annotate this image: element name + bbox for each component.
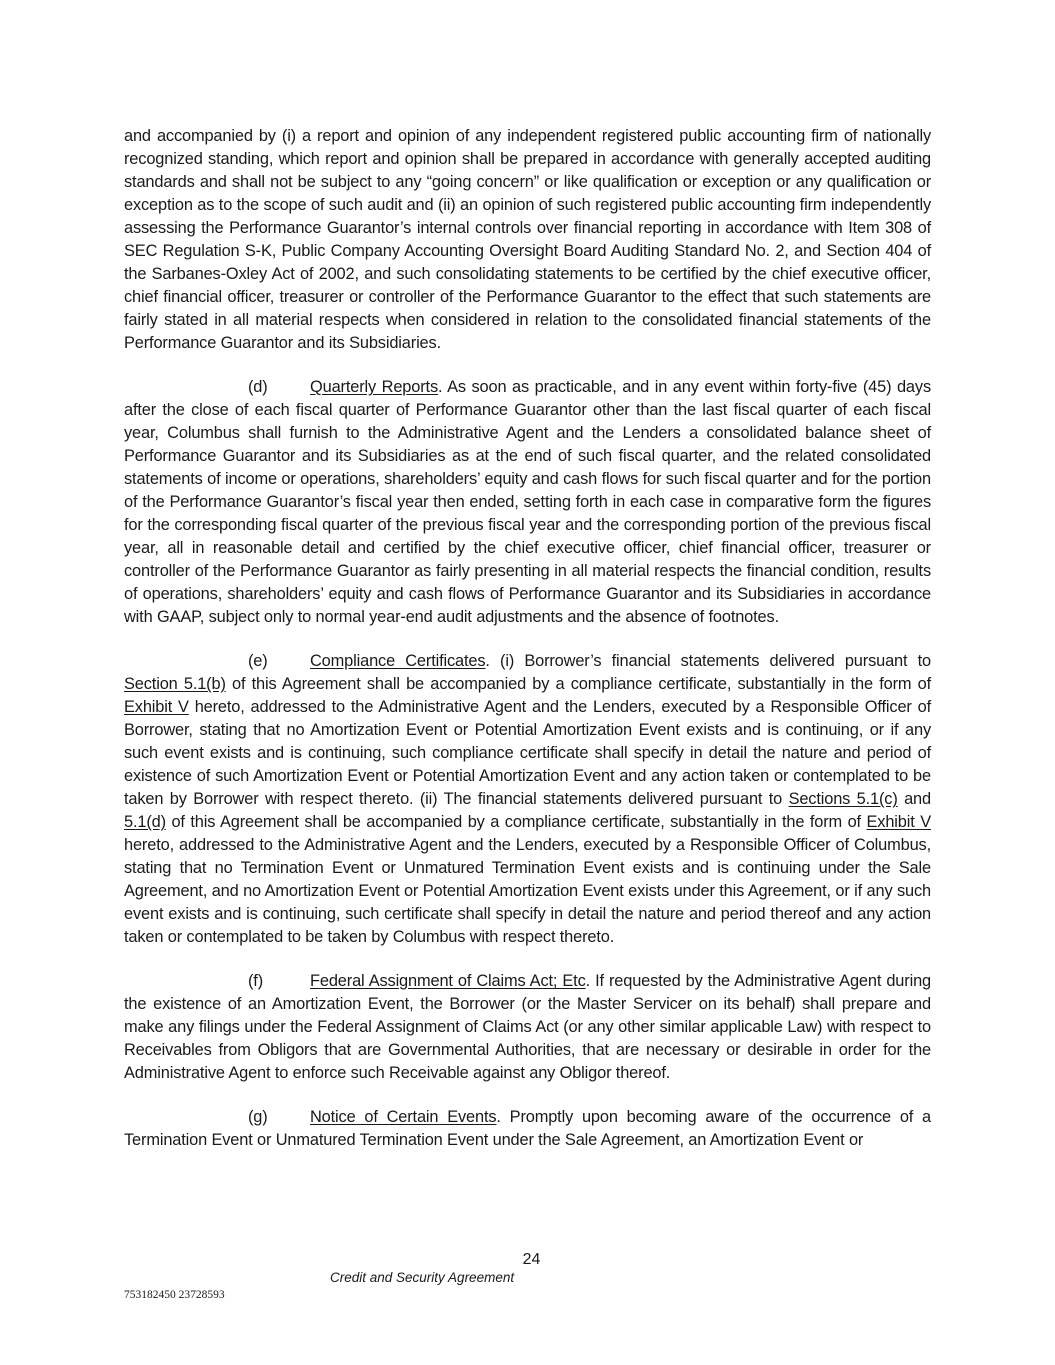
cross-reference: Exhibit V (124, 698, 189, 716)
section-text: . If requested by the Administrative Agent during the existence of an Amortization Event, the Borrower (or the Master Servicer on its behalf) shall prepare and make any filings under the Federal Assignment of Claims Act (or any other similar applicable Law) with respect to Receivables from Obligors that are Governmental Authorities, that are necessary or desirable in order for the Administrative Agent to enforce such Receivable against any Obligor thereof. (124, 972, 931, 1082)
section-text: of this Agreement shall be accompanied by a compliance certificate, substantially in the form of (225, 675, 931, 693)
section-text: of this Agreement shall be accompanied by a compliance certificate, substantially in the form of (165, 813, 867, 831)
paragraph-e-compliance-certificates (124, 650, 931, 949)
cross-reference: 5.1(d) (124, 813, 166, 831)
section-text: . Promptly upon becoming aware of the occurrence of a Termination Event or Unmatured Termination Event under the Sale Agreement, an Amortization Event or (124, 1108, 932, 1149)
paragraph-continuation: and accompanied by (i) a report and opinion of any independent registered public accounting firm of nationally recognized standing, which report and opinion shall be prepared in accordance with generally accepted auditing standards and shall not be subject to any “going concern” or like qualification or exception or any qualification or exception as to the scope of such audit and (ii) an opinion of such registered public accounting firm independently assessing the Performance Guarantor’s internal controls over financial reporting in accordance with Item 308 of SEC Regulation S-K, Public Company Accounting Oversight Board Auditing Standard No. 2, and Section 404 of the Sarbanes-Oxley Act of 2002, and such consolidating statements to be certified by the chief executive officer, chief financial officer, treasurer or controller of the Performance Guarantor to the effect that such statements are fairly stated in all material respects when considered in relation to the consolidated financial statements of the Performance Guarantor and its Subsidiaries. (124, 127, 931, 352)
section-heading: Notice of Certain Events (310, 1108, 497, 1126)
paragraph-f-federal-assignment (124, 970, 931, 1085)
paragraph-d-quarterly-reports (124, 376, 931, 629)
footer-title: Credit and Security Agreement (330, 1270, 515, 1285)
section-text: . (i) Borrower’s financial statements delivered pursuant to (485, 652, 931, 670)
cross-reference: Sections 5.1(c) (788, 790, 898, 808)
paragraph-g-notice-of-certain-events (124, 1106, 931, 1152)
page-number: 24 (522, 1251, 541, 1268)
section-text: . As soon as practicable, and in any event within forty-five (45) days after the close of each fiscal quarter of Performance Guarantor other than the last fiscal quarter of each fiscal year, Columbus shall furnish to the Administrative Agent and the Lenders a consolidated balance sheet of Performance Guarantor and its Subsidiaries as at the end of such fiscal quarter, and the related consolidated statements of income or operations, shareholders’ equity and cash flows for such fiscal quarter and for the portion of the Performance Guarantor’s fiscal year then ended, setting forth in each case in comparative form the figures for the corresponding fiscal quarter of the previous fiscal year and the corresponding portion of the previous fiscal year, all in reasonable detail and certified by the chief executive officer, chief financial officer, treasurer or controller of the Performance Guarantor as fairly presenting in all material respects the financial condition, results of operations, shareholders’ equity and cash flows of Performance Guarantor and its Subsidiaries in accordance with GAAP, subject only to normal year-end audit adjustments and the absence of footnotes. (124, 378, 931, 626)
cross-reference: Exhibit V (866, 813, 931, 831)
section-heading: Federal Assignment of Claims Act; Etc (310, 972, 586, 990)
section-text: and (897, 790, 931, 808)
section-heading: Compliance Certificates (310, 652, 486, 670)
section-text: hereto, addressed to the Administrative Agent and the Lenders, executed by a Responsible Officer of Borrower, stating that no Amortization Event or Potential Amortization Event exists and is continuing, or if any such event exists and is continuing, such compliance certificate shall specify in detail the nature and period of existence of such Amortization Event or Potential Amortization Event and any action taken or contemplated to be taken by Borrower with respect thereto. (ii) The financial statements delivered pursuant to (124, 698, 931, 808)
section-number: (f) (248, 972, 264, 990)
cross-reference: Section 5.1(b) (124, 675, 226, 693)
document-id: 753182450 23728593 (124, 1289, 225, 1301)
section-number: (g) (248, 1108, 268, 1126)
section-text: hereto, addressed to the Administrative Agent and the Lenders, executed by a Responsible Officer of Columbus, stating that no Termination Event or Unmatured Termination Event exists and is continuing under the Sale Agreement, and no Amortization Event or Potential Amortization Event exists under this Agreement, or if any such event exists and is continuing, such certificate shall specify in detail the nature and period thereof and any action taken or contemplated to be taken by Columbus with respect thereto. (124, 836, 931, 946)
section-number: (e) (248, 652, 268, 670)
section-number: (d) (248, 378, 268, 396)
document-body (124, 125, 931, 1173)
section-heading: Quarterly Reports (310, 378, 438, 396)
